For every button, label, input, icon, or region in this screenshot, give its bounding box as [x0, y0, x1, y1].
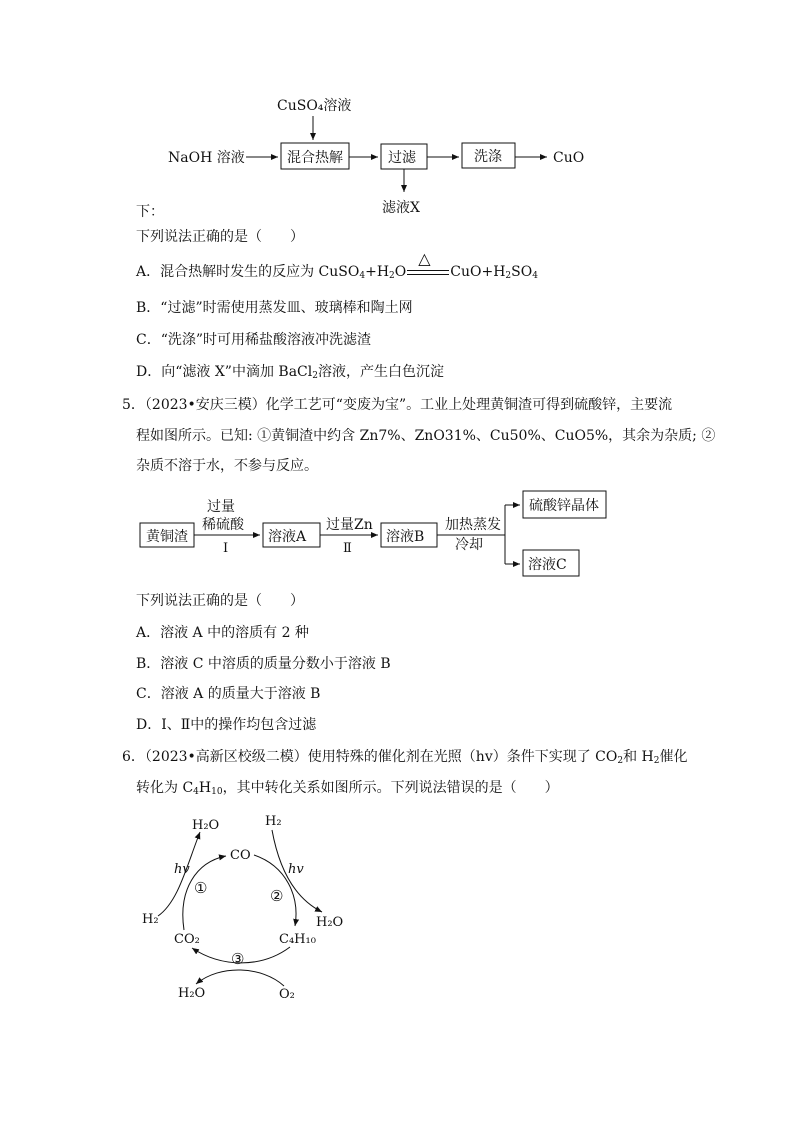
step1-bottom: Ⅰ [223, 541, 229, 556]
cycle-h2-top-right: H₂ [265, 814, 282, 829]
flow1-bottom-output: 滤液X [382, 200, 420, 216]
box-solution-a-label: 溶液A [268, 529, 307, 545]
flow1-output: CuO [553, 150, 585, 166]
q4-option-a-o: O [394, 264, 407, 280]
q4-option-d-prefix: D．向“滤液 X”中滴加 BaCl [136, 364, 313, 380]
step2-bottom: Ⅱ [343, 541, 352, 556]
q5-number: 5． [122, 397, 145, 413]
q4-option-b: B．“过滤”时需使用蒸发皿、玻璃棒和陶土网 [136, 300, 413, 316]
q5-stem: 下列说法正确的是（ ） [136, 593, 304, 609]
flow1-left-input: NaOH 溶液 [168, 150, 245, 166]
cycle-hv-2: hv [288, 862, 304, 877]
q4-option-d: D．向“滤液 X”中滴加 BaCl$_2$溶液，产生白色沉淀 [136, 364, 444, 381]
q4-option-a-prefix: A．混合热解时发生的反应为 CuSO [136, 264, 360, 280]
q4-stray: 下： [136, 204, 164, 220]
q5-option-a: A．溶液 A 中的溶质有 2 种 [136, 625, 309, 641]
q4-stem: 下列说法正确的是（ ） [136, 229, 304, 245]
q4-option-a-so: SO [511, 264, 533, 280]
flow-diagram-1 [0, 0, 794, 230]
reaction-condition [406, 249, 450, 279]
box-solution-b-label: 溶液B [386, 529, 425, 545]
box-zinc-sulfate-crystal-label: 硫酸锌晶体 [529, 498, 599, 514]
cycle-step-2: ② [270, 887, 284, 905]
cycle-co: CO [230, 848, 251, 863]
box-wash-label: 洗涤 [474, 149, 502, 165]
q5-option-b: B．溶液 C 中溶质的质量分数小于溶液 B [136, 656, 391, 672]
flow1-top-input: CuSO₄溶液 [277, 98, 352, 114]
q5-option-d: D．Ⅰ、Ⅱ中的操作均包含过滤 [136, 717, 317, 733]
q5-option-c: C．溶液 A 的质量大于溶液 B [136, 686, 321, 702]
q4-option-d-suffix: 溶液，产生白色沉淀 [317, 364, 444, 380]
cycle-c4h10: C₄H₁₀ [279, 932, 316, 947]
step3-bottom: 冷却 [455, 537, 483, 553]
heat-symbol: △ [418, 249, 431, 268]
cycle-diagram [0, 800, 794, 1020]
cycle-h2o-right: H₂O [316, 915, 344, 930]
cycle-step-1: ① [194, 879, 208, 897]
q6-line1: 6．（2023•高新区校级二模）使用特殊的催化剂在光照（hv）条件下实现了 $CO_2$和 $H_2$催化 [122, 749, 688, 766]
step2-top: 过量Zn [326, 517, 373, 533]
box-brass-slag-label: 黄铜渣 [146, 529, 188, 545]
cycle-h2o-bottom: H₂O [178, 986, 206, 1001]
step1-top2: 稀硫酸 [202, 517, 244, 533]
q6-line2: 转化为 $C_4H_{10}$，其中转化关系如图所示。下列说法错误的是（ ） [136, 780, 559, 797]
box-filter-label: 过滤 [388, 150, 416, 166]
q5-line3: 杂质不溶于水，不参与反应。 [136, 458, 318, 474]
q4-option-a: A．混合热解时发生的反应为 $CuSO_4+H_2O$ △ $CuO+H_2SO_4$ [136, 249, 538, 281]
flow-diagram-2 [0, 485, 794, 585]
q4-option-a-plus: +H [365, 264, 390, 280]
box-solution-c-label: 溶液C [528, 557, 567, 573]
cycle-hv-1: hv [174, 862, 190, 877]
q5-line1: 5．（2023•安庆三模）化学工艺可“变废为宝”。工业上处理黄铜渣可得到硫酸锌，主要流 [122, 397, 673, 413]
cycle-h2o-top-left: H₂O [192, 818, 220, 833]
step1-top1: 过量 [207, 499, 235, 515]
arrow-o2-in-bottom [196, 970, 284, 986]
cycle-co2: CO₂ [174, 932, 200, 947]
cycle-h2-left: H₂ [142, 912, 159, 927]
q6-number: 6． [122, 749, 145, 765]
box-mix-heat-label: 混合热解 [287, 150, 343, 166]
q4-option-a-products: CuO+H [450, 264, 506, 280]
cycle-step-3: ③ [231, 950, 245, 968]
q5-line2: 程如图所示。已知: ①黄铜渣中约含 Zn7%、ZnO31%、Cu50%、CuO5%，其余为杂质; ② [136, 428, 716, 444]
step3-top: 加热蒸发 [445, 517, 501, 533]
q4-option-c: C．“洗涤”时可用稀盐酸溶液冲洗滤渣 [136, 332, 372, 348]
cycle-o2: O₂ [279, 987, 295, 1002]
